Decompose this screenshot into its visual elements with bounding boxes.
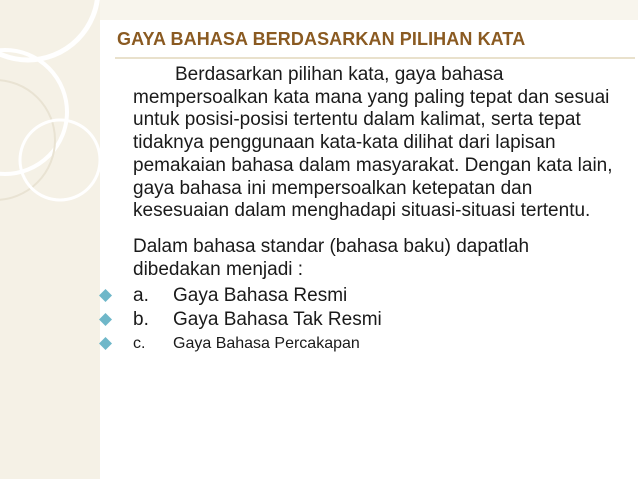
list-item bbox=[133, 308, 618, 332]
list-item-text: Gaya Bahasa Resmi bbox=[173, 285, 348, 307]
list-marker: b. bbox=[133, 309, 149, 331]
top-rule bbox=[100, 0, 638, 20]
list-item-text: Gaya Bahasa Percakapan bbox=[173, 335, 360, 353]
slide-title: GAYA BAHASA BERDASARKAN PILIHAN KATA bbox=[117, 29, 526, 49]
paragraph-pilihan-kata: Berdasarkan pilihan kata, gaya bahasa mempersoalkan kata mana yang paling tepat dan sesuai untuk posisi-posisi tertentu dalam kalimat, serta tepat tidaknya penggunaan kata-kata dilihat dari lapisan pemakaian bahasa dalam masyarakat. Dengan kata lain, gaya bahasa ini mempersoalkan ketepatan dan kesesuaian dalam menghadapi situasi-situasi tertentu. bbox=[133, 64, 613, 222]
slide-body bbox=[133, 64, 618, 356]
diamond-bullet-icon bbox=[99, 289, 112, 302]
list-item bbox=[133, 284, 618, 308]
circle-ornament bbox=[0, 0, 110, 479]
title-underline bbox=[115, 57, 635, 59]
diamond-bullet-icon bbox=[99, 313, 112, 326]
list-marker: c. bbox=[133, 335, 146, 353]
list-item bbox=[133, 332, 618, 356]
list-marker: a. bbox=[133, 285, 149, 307]
bullet-list bbox=[133, 284, 618, 356]
list-item-text: Gaya Bahasa Tak Resmi bbox=[173, 309, 382, 331]
diamond-bullet-icon bbox=[99, 337, 112, 350]
paragraph-bahasa-standar: Dalam bahasa standar (bahasa baku) dapatlah dibedakan menjadi : bbox=[133, 235, 530, 280]
